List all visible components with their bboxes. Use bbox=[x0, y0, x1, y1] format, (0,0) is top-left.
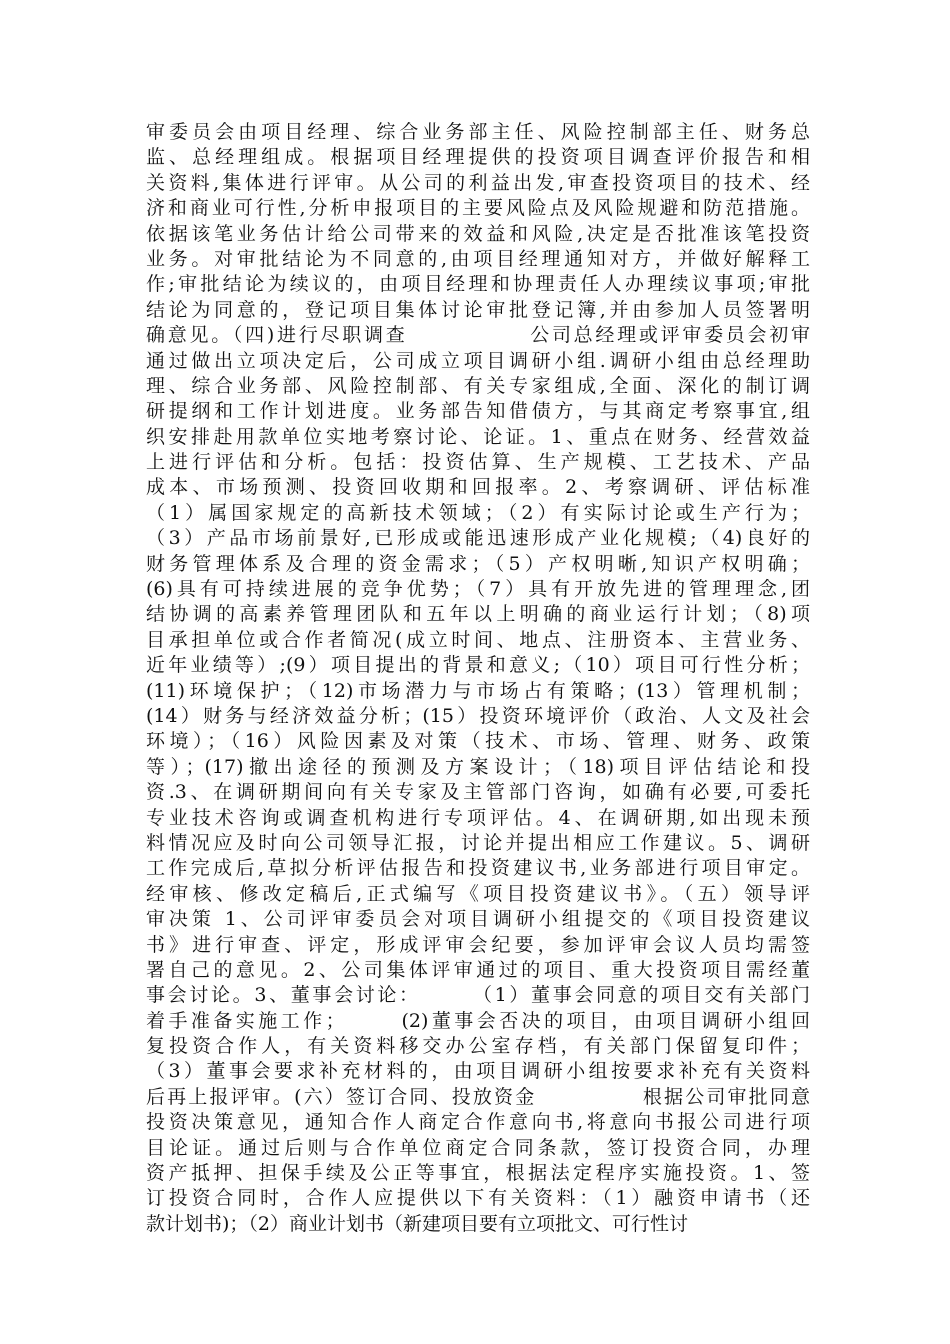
text-line: (6)具有可持续进展的竞争优势；（7）具有开放先进的管理理念,团 bbox=[146, 578, 810, 601]
text-line: 料情况应及时向公司领导汇报，讨论并提出相应工作建议。5、调研 bbox=[146, 831, 810, 854]
text-line: 审委员会由项目经理、综合业务部主任、风险控制部主任、财务总 bbox=[146, 121, 810, 143]
text-line: 署自己的意见。2、公司集体评审通过的项目、重大投资项目需经董 bbox=[146, 958, 810, 981]
text-line: 资产抵押、担保手续及公正等事宜，根据法定程序实施投资。1、签 bbox=[146, 1162, 810, 1185]
text-line: 着手准备实施工作； (2)董事会否决的项目，由项目调研小组回 bbox=[146, 1009, 810, 1032]
text-line: (14）财务与经济效益分析；(15）投资环境评价（政治、人文及社会 bbox=[146, 704, 810, 727]
text-line: 业务。对审批结论为不同意的,由项目经理通知对方，并做好解释工 bbox=[146, 247, 810, 270]
text-line: 成本、市场预测、投资回收期和回报率。2、考察调研、评估标准 bbox=[146, 476, 810, 499]
text-line: 近年业绩等）;(9）项目提出的背景和意义;（10）项目可行性分析； bbox=[146, 654, 810, 677]
text-line: 关资料,集体进行评审。从公司的利益出发,审查投资项目的技术、经 bbox=[146, 171, 810, 194]
text-line: 环境）；（16）风险因素及对策（技术、市场、管理、财务、政策 bbox=[146, 730, 810, 753]
text-line: 审决策 1、公司评审委员会对项目调研小组提交的《项目投资建议 bbox=[146, 908, 810, 931]
text-line: 上进行评估和分析。包括：投资估算、生产规模、工艺技术、产品 bbox=[146, 451, 810, 474]
text-line: 等）；(17)撤出途径的预测及方案设计；（18)项目评估结论和投 bbox=[146, 755, 810, 778]
text-line: 投资决策意见，通知合作人商定合作意向书,将意向书报公司进行项 bbox=[146, 1111, 810, 1134]
text-line: 工作完成后,草拟分析评估报告和投资建议书,业务部进行项目审定。 bbox=[146, 857, 810, 880]
text-line: (11)环境保护；（12)市场潜力与市场占有策略；(13）管理机制； bbox=[146, 679, 810, 702]
text-line: 结论为同意的，登记项目集体讨论审批登记簿,并由参加人员签署明 bbox=[146, 298, 810, 321]
text-line: 款计划书)；（2）商业计划书（新建项目要有立项批文、可行性讨 bbox=[146, 1212, 689, 1235]
text-line: 济和商业可行性,分析申报项目的主要风险点及风险规避和防范措施。 bbox=[146, 197, 810, 220]
text-line: 作;审批结论为续议的，由项目经理和协理责任人办理续议事项;审批 bbox=[146, 273, 810, 296]
text-line: 监、总经理组成。根据项目经理提供的投资项目调查评价报告和相 bbox=[146, 146, 810, 169]
text-line: （3）董事会要求补充材料的，由项目调研小组按要求补充有关资料 bbox=[146, 1060, 810, 1083]
text-line: 目论证。通过后则与合作单位商定合同条款，签订投资合同，办理 bbox=[146, 1136, 810, 1159]
text-line: 依据该笔业务估计给公司带来的效益和风险,决定是否批准该笔投资 bbox=[146, 222, 810, 245]
body-text bbox=[146, 120, 810, 1237]
text-line: 确意见。（四)进行尽职调查 公司总经理或评审委员会初审 bbox=[146, 324, 810, 347]
text-line: 财务管理体系及合理的资金需求；（5）产权明晰,知识产权明确； bbox=[146, 552, 810, 575]
text-line: 织安排赴用款单位实地考察讨论、论证。1、重点在财务、经营效益 bbox=[146, 425, 810, 448]
text-line: 目承担单位或合作者简况(成立时间、地点、注册资本、主营业务、 bbox=[146, 628, 810, 651]
text-line: 订投资合同时，合作人应提供以下有关资料：（1）融资申请书（还 bbox=[146, 1187, 810, 1210]
text-line: 理、综合业务部、风险控制部、有关专家组成,全面、深化的制订调 bbox=[146, 374, 810, 397]
text-line: 经审核、修改定稿后,正式编写《项目投资建议书》。（五）领导评 bbox=[146, 882, 810, 905]
text-line: （3）产品市场前景好,已形成或能迅速形成产业化规模;（4)良好的 bbox=[146, 527, 810, 550]
text-line: 通过做出立项决定后，公司成立项目调研小组.调研小组由总经理助 bbox=[146, 349, 810, 372]
text-line: （1）属国家规定的高新技术领域；（2）有实际讨论或生产行为； bbox=[146, 501, 810, 524]
text-line: 后再上报评审。(六）签订合同、投放资金 根据公司审批同意 bbox=[146, 1085, 810, 1108]
text-line: 资.3、在调研期间向有关专家及主管部门咨询，如确有必要,可委托 bbox=[146, 781, 810, 804]
text-line: 研提纲和工作计划进度。业务部告知借债方，与其商定考察事宜,组 bbox=[146, 400, 810, 423]
text-line: 专业技术咨询或调查机构进行专项评估。4、在调研期,如出现未预 bbox=[146, 806, 810, 829]
text-line: 结协调的高素养管理团队和五年以上明确的商业运行计划；（8)项 bbox=[146, 603, 810, 626]
text-line: 复投资合作人，有关资料移交办公室存档，有关部门保留复印件； bbox=[146, 1035, 810, 1058]
text-line: 事会讨论。3、董事会讨论： （1）董事会同意的项目交有关部门 bbox=[146, 984, 810, 1007]
text-line: 书》进行审查、评定，形成评审会纪要，参加评审会议人员均需签 bbox=[146, 933, 810, 956]
